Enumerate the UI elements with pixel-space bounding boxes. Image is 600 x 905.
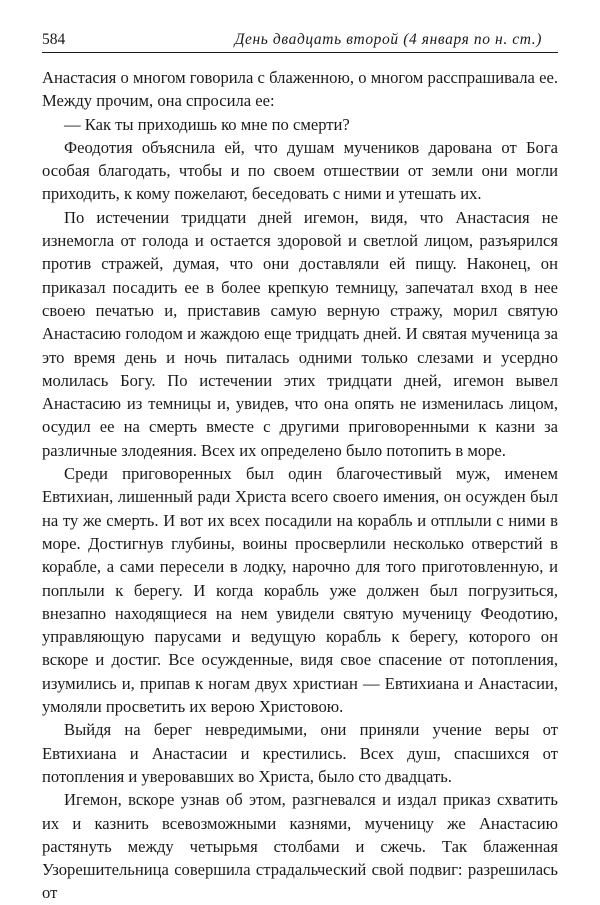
paragraph-dialogue: — Как ты приходишь ко мне по смерти? [64,114,350,134]
running-head [42,30,558,53]
paragraph: Игемон, вскоре узнав об этом, разгневался и издал приказ схватить их и казнить всевозможными казнями, мученицу же Анастасию растянуть между четырьмя столбами и сжечь. Так блаженная Узорешительница совершила страдальческий свой подвиг: разрешилась от [42,790,558,903]
paragraph: Феодотия объяснила ей, что душам мучеников дарована от Бога особая благодать, чтобы и по своем отшествии от земли они могли приходить, к кому пожелают, беседовать с ними и утешать их. [42,137,558,204]
paragraph: Среди приговоренных был один благочестивый муж, именем Евтихиан, лишенный ради Христа всего своего имения, он осужден был на ту же смерть. И вот их всех посадили на корабль и отплыли с ними в море. Достигнув глубины, воины просверлили несколько отверстий в корабле, а сами пересели в лодку, нарочно для того приготовленную, и поплыли к берегу. И когда корабль уже должен был погрузиться, внезапно находящиеся на нем увидели святую мученицу Феодотию, управляющую парусами и ведущую корабль к берегу, которого он вскоре и достиг. Все осужденные, видя свое спасение от потопления, изумились и, припав к ногам двух христиан — Евтихиана и Анастасии, умоляли просветить их верою Христовою. [42,464,558,717]
paragraph: По истечении тридцати дней игемон, видя, что Анастасия не изнемогла от голода и остается здоровой и светлой лицом, разъярился против стражей, думая, что они доставляли ей пищу. Наконец, он приказал посадить ее в более крепкую темницу, запечатал вход в нее своею печатью и, приставив самую верную стражу, морил святую Анастасию голодом и жаждою еще тридцать дней. И святая мученица за это время день и ночь питалась одними только слезами и усердно молилась Богу. По истечении этих тридцати дней, игемон вывел Анастасию из темницы и, увидев, что она опять не изменилась лицом, осудил ее на смерть вместе с другими приговоренными к казни за различные злодеяния. Всех их определено было потопить в море. [42,207,558,460]
page-number: 584 [42,31,66,48]
running-title: День двадцать второй (4 января по н. ст.) [234,31,542,48]
paragraph: Выйдя на берег невредимыми, они приняли учение веры от Евтихиана и Анастасии и крестились. Всех душ, спасшихся от потопления и уверовавших во Христа, было сто двадцать. [42,720,558,786]
paragraph: Анастасия о многом говорила с блаженною, о многом расспрашивала ее. Между прочим, она спросила ее: [42,68,558,111]
book-page [42,30,558,905]
body-text [42,66,558,905]
